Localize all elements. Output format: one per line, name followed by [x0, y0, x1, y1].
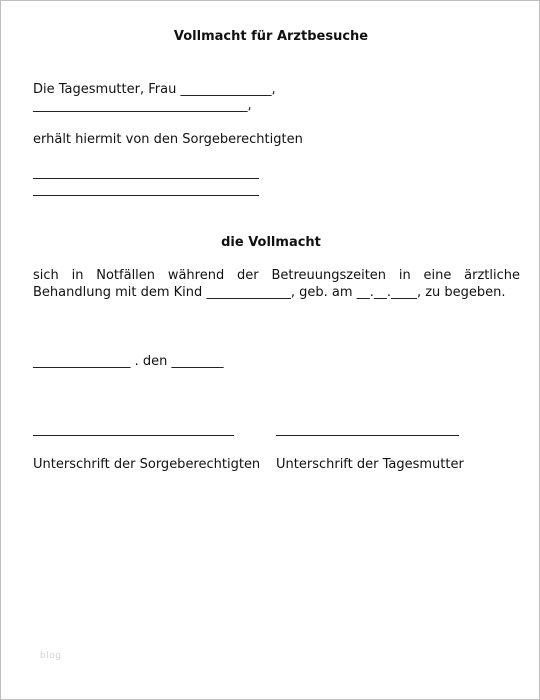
document-title: Vollmacht für Arztbesuche — [173, 29, 369, 44]
authorization-body-text: sich in Notfällen während der Betreuungszeiten in eine ärztliche Behandlung mit dem Kind _____________, geb. am __.__.____, zu begeben. — [33, 268, 520, 300]
childminder-name-line: Die Tagesmutter, Frau ______________, — [33, 82, 276, 97]
document-subtitle: die Vollmacht — [221, 235, 321, 250]
guardians-intro-text: erhält hiermit von den Sorgeberechtigten — [33, 132, 303, 147]
watermark-text: blog — [40, 651, 62, 661]
signature-line-parents — [33, 435, 234, 436]
guardian-name-line-1 — [33, 178, 259, 179]
childminder-address-line: _________________________________, — [33, 98, 252, 113]
signature-line-childminder — [276, 435, 459, 436]
place-date-line: _______________ . den ________ — [33, 354, 224, 369]
signature-label-parents: Unterschrift der Sorgeberechtigten — [33, 457, 261, 472]
signature-label-childminder: Unterschrift der Tagesmutter — [276, 457, 464, 472]
guardian-name-line-2 — [33, 195, 259, 196]
